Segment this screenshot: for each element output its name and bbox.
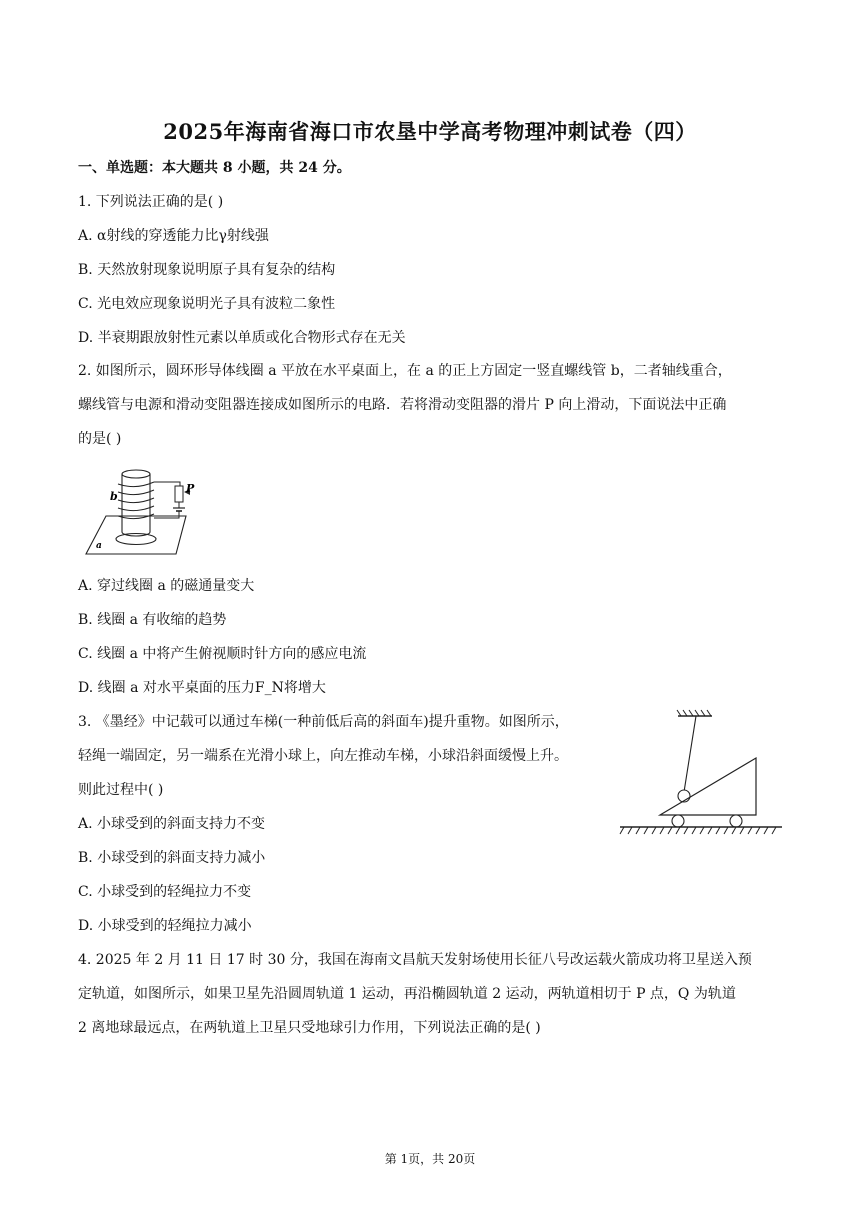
page-title: 2025年海南省海口市农垦中学高考物理冲刺试卷（四） xyxy=(163,119,697,144)
q2-option-a: A. 穿过线圈 a 的磁通量变大 xyxy=(78,578,255,594)
q3-option-c: C. 小球受到的轻绳拉力不变 xyxy=(78,884,252,900)
q1-stem: 1. 下列说法正确的是( ) xyxy=(78,194,224,210)
ladder-cart-figure xyxy=(620,708,786,838)
q3-stem-line2: 轻绳一端固定，另一端系在光滑小球上，向左推动车梯，小球沿斜面缓慢上升。 xyxy=(78,748,568,764)
q3-stem-line3: 则此过程中( ) xyxy=(78,782,164,798)
q2-option-d: D. 线圈 a 对水平桌面的压力F_N将增大 xyxy=(78,680,326,696)
label-p: P xyxy=(186,482,195,495)
q3-option-b: B. 小球受到的斜面支持力减小 xyxy=(78,850,266,866)
q3-stem-line1: 3. 《墨经》中记载可以通过车梯(一种前低后高的斜面车)提升重物。如图所示， xyxy=(78,714,569,730)
q2-stem-line2: 螺线管与电源和滑动变阻器连接成如图所示的电路．若将滑动变阻器的滑片 P 向上滑动，下面说法中正确 xyxy=(78,397,727,413)
label-a: a xyxy=(96,541,102,551)
section-heading: 一、单选题：本大题共 8 小题，共 24 分。 xyxy=(78,160,351,176)
q1-option-d: D. 半衰期跟放射性元素以单质或化合物形式存在无关 xyxy=(78,330,406,346)
q4-stem-line3: 2 离地球最远点，在两轨道上卫星只受地球引力作用，下列说法正确的是( ) xyxy=(78,1020,541,1036)
page-footer: 第 1页，共 20页 xyxy=(384,1152,476,1166)
q1-option-b: B. 天然放射现象说明原子具有复杂的结构 xyxy=(78,262,336,278)
q1-option-a: A. α射线的穿透能力比γ射线强 xyxy=(78,228,269,244)
q2-stem-line1: 2. 如图所示，圆环形导体线圈 a 平放在水平桌面上，在 a 的正上方固定一竖直螺线管 b，二者轴线重合， xyxy=(78,363,732,379)
q2-option-b: B. 线圈 a 有收缩的趋势 xyxy=(78,612,227,628)
q4-stem-line2: 定轨道，如图所示，如果卫星先沿圆周轨道 1 运动，再沿椭圆轨道 2 运动，两轨道相切于 P 点，Q 为轨道 xyxy=(78,986,736,1002)
solenoid-figure xyxy=(84,462,194,558)
q2-stem-line3: 的是( ) xyxy=(78,431,122,447)
q1-option-c: C. 光电效应现象说明光子具有波粒二象性 xyxy=(78,296,336,312)
q3-option-d: D. 小球受到的轻绳拉力减小 xyxy=(78,918,252,934)
label-b: b xyxy=(110,490,118,503)
q2-option-c: C. 线圈 a 中将产生俯视顺时针方向的感应电流 xyxy=(78,646,367,662)
q3-option-a: A. 小球受到的斜面支持力不变 xyxy=(78,816,266,832)
q4-stem-line1: 4. 2025 年 2 月 11 日 17 时 30 分，我国在海南文昌航天发射场使用长征八号改运载火箭成功将卫星送入预 xyxy=(78,952,752,968)
